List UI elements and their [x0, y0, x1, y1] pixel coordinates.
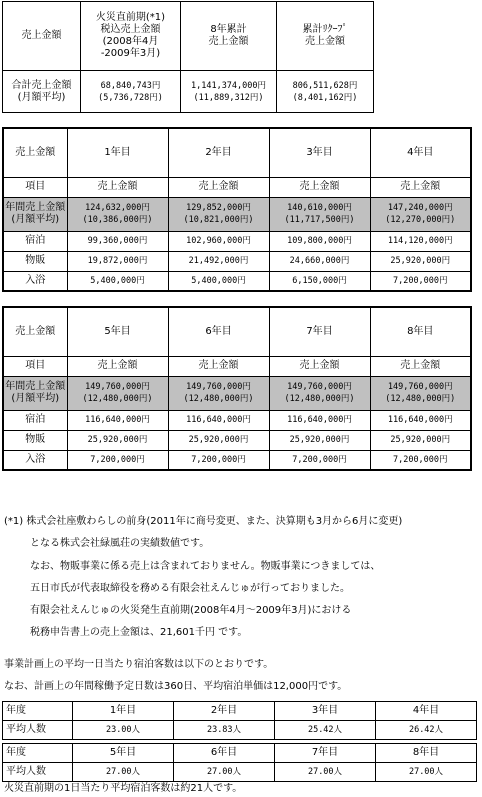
guests-value: 26.42人 — [376, 721, 477, 740]
row-value: 19,872,000円 — [67, 251, 168, 271]
footnote-line: (*1) 株式会社座敷わらしの前身(2011年に商号変更、また、決算期も3月から6月に変更) — [4, 516, 403, 527]
sub-header: 売上金額 — [67, 356, 168, 376]
guests-header-label: 年度 — [3, 744, 73, 763]
plan-text-line: 事業計画上の平均一日当たり宿泊客数は以下のとおりです。 — [4, 659, 274, 670]
guests-value: 25.42人 — [275, 721, 376, 740]
guests-value: 27.00人 — [73, 763, 174, 782]
item-label: 項目 — [3, 177, 67, 197]
annual-value: 147,240,000円 (12,270,000円) — [370, 197, 471, 231]
row-value: 7,200,000円 — [370, 271, 471, 291]
year-header: 6年目 — [174, 744, 275, 763]
guests-table-years-1-4 — [2, 701, 477, 740]
year-header: 8年目 — [376, 744, 477, 763]
table-row — [3, 231, 471, 251]
guests-row-label: 平均人数 — [3, 763, 73, 782]
footnote-line: 有限会社えんじゅの火災発生直前期(2008年4月～2009年3月)における — [30, 605, 352, 616]
footnote-line: となる株式会社緑風荘の実績数値です。 — [30, 538, 210, 549]
year-header: 5年目 — [67, 307, 168, 356]
row-value: 116,640,000円 — [168, 410, 269, 430]
row-label: 入浴 — [3, 271, 67, 291]
table-corner: 売上金額 — [3, 307, 67, 356]
year-header: 3年目 — [269, 128, 370, 177]
annual-value: 149,760,000円 (12,480,000円) — [67, 376, 168, 410]
table-row — [3, 450, 471, 470]
sales-table-years-1-4 — [2, 127, 472, 292]
summary-value-recoup: 806,511,628円 (8,401,162円) — [277, 71, 374, 113]
row-label: 物販 — [3, 430, 67, 450]
row-value: 116,640,000円 — [67, 410, 168, 430]
row-value: 116,640,000円 — [269, 410, 370, 430]
row-value: 25,920,000円 — [269, 430, 370, 450]
row-value: 6,150,000円 — [269, 271, 370, 291]
row-value: 25,920,000円 — [67, 430, 168, 450]
year-header: 7年目 — [275, 744, 376, 763]
row-value: 25,920,000円 — [168, 430, 269, 450]
guests-value: 23.83人 — [174, 721, 275, 740]
year-header: 1年目 — [67, 128, 168, 177]
row-label: 物販 — [3, 251, 67, 271]
table-row — [3, 430, 471, 450]
summary-value-pre-fire: 68,840,743円 (5,736,728円) — [81, 71, 181, 113]
row-value: 25,920,000円 — [370, 430, 471, 450]
summary-header-recoup: 累計ﾘｸｰﾌﾟ 売上金額 — [277, 2, 374, 71]
sub-header: 売上金額 — [269, 356, 370, 376]
summary-value-8yr: 1,141,374,000円 (11,889,312円) — [181, 71, 277, 113]
year-header: 1年目 — [73, 702, 174, 721]
plan-text-line: なお、計画上の年間稼働予定日数は360日、平均宿泊単価は12,000円です。 — [4, 681, 348, 692]
year-header: 7年目 — [269, 307, 370, 356]
sub-header: 売上金額 — [370, 177, 471, 197]
year-header: 8年目 — [370, 307, 471, 356]
guests-value: 27.00人 — [275, 763, 376, 782]
annual-value: 129,852,000円 (10,821,000円) — [168, 197, 269, 231]
row-value: 21,492,000円 — [168, 251, 269, 271]
row-label: 宿泊 — [3, 410, 67, 430]
sub-header: 売上金額 — [168, 356, 269, 376]
row-value: 24,660,000円 — [269, 251, 370, 271]
guests-header-label: 年度 — [3, 702, 73, 721]
footnote-line: 五日市氏が代表取締役を務める有限会社えんじゅが行っておりました。 — [30, 583, 350, 594]
row-value: 7,200,000円 — [269, 450, 370, 470]
summary-table — [2, 1, 374, 113]
row-label: 入浴 — [3, 450, 67, 470]
summary-header-pre-fire: 火災直前期(*1) 税込売上金額 (2008年4月 -2009年3月) — [81, 2, 181, 71]
table-corner: 売上金額 — [3, 128, 67, 177]
row-label: 宿泊 — [3, 231, 67, 251]
row-value: 99,360,000円 — [67, 231, 168, 251]
annual-value: 149,760,000円 (12,480,000円) — [370, 376, 471, 410]
row-value: 7,200,000円 — [67, 450, 168, 470]
item-label: 項目 — [3, 356, 67, 376]
row-value: 5,400,000円 — [168, 271, 269, 291]
footnote-line: なお、物販事業に係る売上は含まれておりません。物販事業につきましては、 — [30, 561, 381, 572]
year-header: 2年目 — [174, 702, 275, 721]
row-value: 7,200,000円 — [370, 450, 471, 470]
year-header: 6年目 — [168, 307, 269, 356]
row-value: 5,400,000円 — [67, 271, 168, 291]
annual-label: 年間売上金額 (月額平均) — [3, 376, 67, 410]
annual-value: 140,610,000円 (11,717,500円) — [269, 197, 370, 231]
guests-table-years-5-8 — [2, 743, 477, 782]
year-header: 4年目 — [376, 702, 477, 721]
sub-header: 売上金額 — [67, 177, 168, 197]
row-value: 109,800,000円 — [269, 231, 370, 251]
table-row — [3, 251, 471, 271]
row-value: 116,640,000円 — [370, 410, 471, 430]
summary-header-8yr: 8年累計 売上金額 — [181, 2, 277, 71]
footnote-line: 税務申告書上の売上金額は、21,601千円 です。 — [30, 627, 248, 638]
year-header: 4年目 — [370, 128, 471, 177]
sub-header: 売上金額 — [269, 177, 370, 197]
sub-header: 売上金額 — [168, 177, 269, 197]
year-header: 2年目 — [168, 128, 269, 177]
row-value: 114,120,000円 — [370, 231, 471, 251]
guests-value: 27.00人 — [376, 763, 477, 782]
table-row — [3, 410, 471, 430]
annual-label: 年間売上金額 (月額平均) — [3, 197, 67, 231]
summary-row-label: 合計売上金額 (月額平均) — [3, 71, 81, 113]
sales-table-years-5-8 — [2, 306, 472, 471]
footer-note: 火災直前期の1日当たり平均宿泊客数は約21人です。 — [4, 783, 243, 794]
annual-value: 149,760,000円 (12,480,000円) — [168, 376, 269, 410]
year-header: 3年目 — [275, 702, 376, 721]
row-value: 25,920,000円 — [370, 251, 471, 271]
table-row — [3, 271, 471, 291]
year-header: 5年目 — [73, 744, 174, 763]
guests-row-label: 平均人数 — [3, 721, 73, 740]
guests-value: 27.00人 — [174, 763, 275, 782]
summary-header-sales: 売上金額 — [3, 2, 81, 71]
annual-value: 124,632,000円 (10,386,000円) — [67, 197, 168, 231]
row-value: 7,200,000円 — [168, 450, 269, 470]
guests-value: 23.00人 — [73, 721, 174, 740]
row-value: 102,960,000円 — [168, 231, 269, 251]
annual-value: 149,760,000円 (12,480,000円) — [269, 376, 370, 410]
sub-header: 売上金額 — [370, 356, 471, 376]
